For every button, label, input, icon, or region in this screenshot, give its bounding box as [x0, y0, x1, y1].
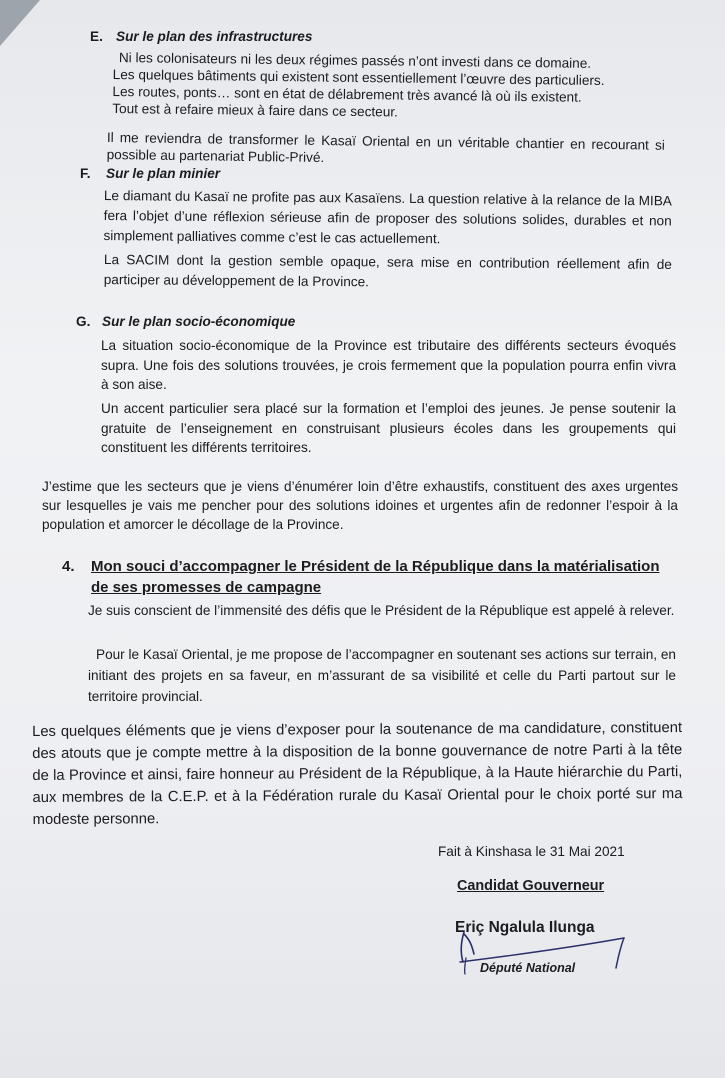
section-g-para-1: La situation socio-économique de la Province est tributaire des différents secteurs évoqués supra. Une fois des solutions trouvées, je crois fermement que la population pourra enfin vivra à son aise.: [101, 338, 676, 392]
section-g-label: G.: [76, 314, 91, 329]
section-e-label: E.: [90, 29, 103, 44]
section-e-lines: [112, 49, 713, 124]
section-e-line-1: Ni les colonisateurs ni les deux régimes passés n’ont investi dans ce domaine.: [118, 50, 592, 71]
section-e-heading: [90, 28, 690, 45]
section-g-para-2: Un accent particulier sera placé sur la formation et l’emploi des jeunes. Je pense soutenir la gratuite de l’enseignement en construisant plusieurs écoles dans les groupements qui constituent les différents territoires.: [101, 401, 676, 455]
section-e-para-2: Il me reviendra de transformer le Kasaï Oriental en un véritable chantier en recourant si possible au partenariat Public-Privé.: [106, 129, 665, 166]
section-f-para-2: La SACIM dont la gestion semble opaque, sera mise en contribution réellement afin de participer au développement de la Province.: [103, 251, 672, 290]
section-4-title: Mon souci d’accompagner le Président de la République dans la matérialisation de ses promesses de campagne: [91, 558, 660, 596]
summary-paragraph: J’estime que les secteurs que je viens d’énumérer loin d’être exhaustifs, constituent des axes urgentes sur lesquelles je vais me pencher pour des solutions idoines et urgentes afin de redonner l’espoir à la population et amorcer le décollage de la Province.: [42, 479, 678, 532]
section-g-heading: [76, 313, 676, 330]
section-4-para-1: Je suis conscient de l’immensité des défis que le Président de la République est appelé à relever.: [88, 603, 675, 618]
signature-name: Eriç Ngalula Ilunga: [455, 919, 595, 936]
section-4-para-2: Pour le Kasaï Oriental, je me propose de l’accompagner en soutenant ses actions sur terrain, en initiant des projets en sa faveur, en m’assurant de sa visibilité et celle du Parti partout sur le territoire provincial.: [88, 647, 676, 704]
section-g-title: Sur le plan socio-économique: [102, 314, 296, 329]
section-f-label: F.: [80, 166, 91, 181]
section-f-para-1: Le diamant du Kasaï ne profite pas aux Kasaïens. La question relative à la relance de la MIBA fera l’objet d’une réflexion sérieuse afin de proposer des solutions solides, durables et non simplement palliatives comme c’est le cas actuellement.: [103, 187, 672, 247]
section-e-line-3: Les routes, ponts… sont en état de délabrement très avancé là où ils existent.: [112, 83, 582, 105]
section-e-title: Sur le plan des infrastructures: [116, 29, 313, 44]
section-e-line-2: Les quelques bâtiments qui existent sont essentiellement l’œuvre des particuliers.: [112, 66, 605, 89]
section-4-number: 4.: [62, 558, 75, 575]
section-e-line-4: Tout est à refaire mieux à faire dans ce secteur.: [112, 100, 398, 120]
signature-title: Candidat Gouverneur: [457, 878, 605, 894]
section-f-title: Sur le plan minier: [106, 166, 221, 181]
closing-paragraph: Les quelques éléments que je viens d’exposer pour la soutenance de ma candidature, constituent des atouts que je compte mettre à la disposition de la bonne gouvernance de notre Parti à la tête de la Province et ainsi, faire honneur au Président de la République, à la Haute hiérarchie du Parti, aux membres de la C.E.P. et à la Fédération rurale du Kasaï Oriental pour le choix porté sur ma modeste personne.: [32, 720, 683, 828]
signature-role: Député National: [480, 961, 576, 975]
section-4-heading: [62, 556, 676, 598]
section-f-heading: [80, 165, 680, 182]
place-date: Fait à Kinshasa le 31 Mai 2021: [438, 844, 625, 859]
